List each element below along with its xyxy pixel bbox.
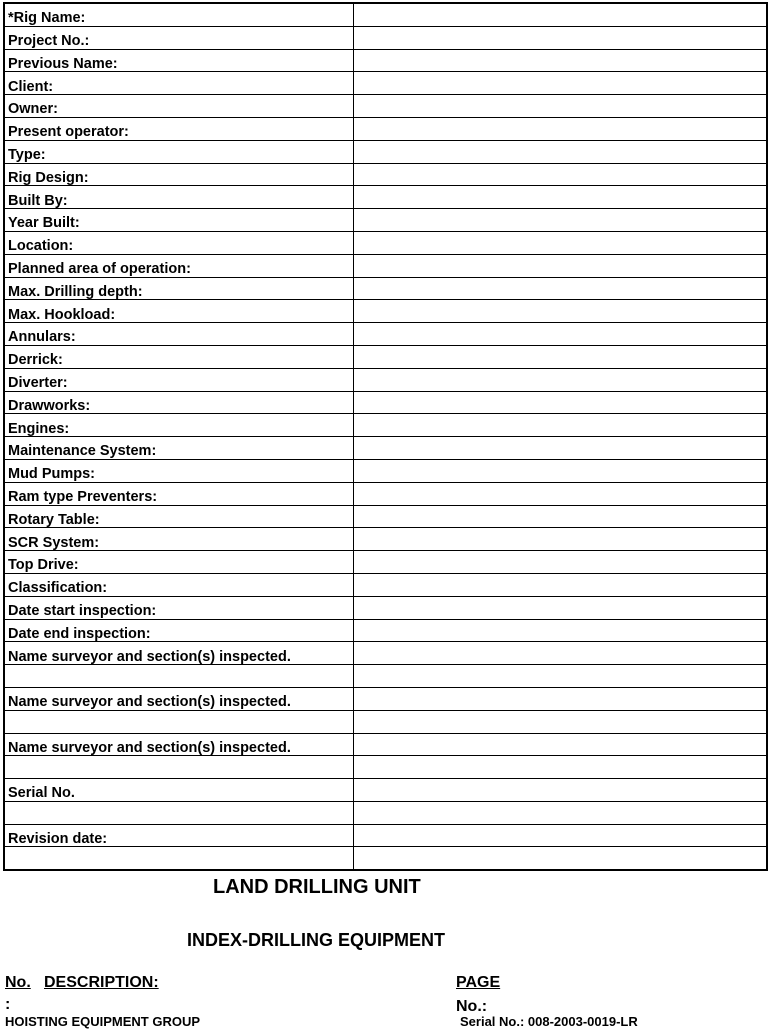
form-field-label: Mud Pumps: [4,459,353,482]
form-field-label: Date end inspection: [4,619,353,642]
form-field-label: Diverter: [4,368,353,391]
form-field-value[interactable] [353,163,767,186]
form-field-value[interactable] [353,596,767,619]
form-field-label: Year Built: [4,209,353,232]
form-field-value[interactable] [353,779,767,802]
form-field-value[interactable] [353,209,767,232]
form-row [4,140,767,163]
form-field-label: Type: [4,140,353,163]
form-field-label: Name surveyor and section(s) inspected. [4,642,353,665]
form-field-value[interactable] [353,254,767,277]
form-row [4,847,767,870]
form-row [4,482,767,505]
form-field-value[interactable] [353,140,767,163]
form-field-label: Rig Design: [4,163,353,186]
form-field-label [4,801,353,824]
form-row [4,26,767,49]
document-title: LAND DRILLING UNIT [213,876,421,898]
form-field-value[interactable] [353,573,767,596]
form-field-label [4,756,353,779]
index-subtitle: INDEX-DRILLING EQUIPMENT [187,930,446,950]
form-field-label: Built By: [4,186,353,209]
form-field-label: Max. Drilling depth: [4,277,353,300]
form-row [4,95,767,118]
form-field-label: *Rig Name: [4,3,353,26]
form-field-value[interactable] [353,619,767,642]
form-row [4,117,767,140]
form-row [4,49,767,72]
form-field-label: Engines: [4,414,353,437]
form-row [4,528,767,551]
form-row [4,687,767,710]
form-field-label: Present operator: [4,117,353,140]
form-field-value[interactable] [353,95,767,118]
form-row [4,163,767,186]
form-field-value[interactable] [353,345,767,368]
form-field-label [4,665,353,688]
form-row [4,437,767,460]
form-field-label: SCR System: [4,528,353,551]
form-field-value[interactable] [353,186,767,209]
form-field-label: Previous Name: [4,49,353,72]
form-field-label: Owner: [4,95,353,118]
form-field-value[interactable] [353,665,767,688]
form-field-value[interactable] [353,26,767,49]
form-field-value[interactable] [353,323,767,346]
index-column-page-no: No.: [456,998,488,1015]
form-row [4,3,767,26]
form-field-label: Maintenance System: [4,437,353,460]
form-row [4,345,767,368]
form-field-value[interactable] [353,687,767,710]
form-field-value[interactable] [353,3,767,26]
form-field-value[interactable] [353,368,767,391]
form-field-value[interactable] [353,414,767,437]
form-field-value[interactable] [353,49,767,72]
form-row [4,254,767,277]
form-field-value[interactable] [353,437,767,460]
index-column-no: No. [5,974,31,991]
form-row [4,733,767,756]
form-row [4,824,767,847]
form-row [4,710,767,733]
form-row [4,209,767,232]
form-field-label: Max. Hookload: [4,300,353,323]
rig-info-form [3,2,768,871]
form-row [4,186,767,209]
form-field-label: Ram type Preventers: [4,482,353,505]
form-row [4,642,767,665]
form-field-label: Revision date: [4,824,353,847]
group-label: HOISTING EQUIPMENT GROUP [5,1014,201,1029]
form-field-value[interactable] [353,231,767,254]
form-row [4,323,767,346]
form-field-value[interactable] [353,72,767,95]
form-row [4,231,767,254]
form-row [4,300,767,323]
index-column-description: DESCRIPTION: [44,974,159,991]
form-field-label [4,710,353,733]
serial-number: Serial No.: 008-2003-0019-LR [460,1014,638,1029]
form-field-label: Serial No. [4,779,353,802]
form-field-label: Date start inspection: [4,596,353,619]
index-no-colon: : [5,996,11,1013]
index-column-page: PAGE [456,974,501,991]
form-field-value[interactable] [353,117,767,140]
form-row [4,573,767,596]
form-field-value[interactable] [353,551,767,574]
form-row [4,505,767,528]
form-field-value[interactable] [353,391,767,414]
form-field-value[interactable] [353,847,767,870]
form-field-label: Annulars: [4,323,353,346]
form-field-label [4,847,353,870]
form-field-value[interactable] [353,733,767,756]
form-row [4,801,767,824]
form-row [4,72,767,95]
form-field-label: Drawworks: [4,391,353,414]
form-row [4,756,767,779]
form-field-value[interactable] [353,459,767,482]
form-field-value[interactable] [353,756,767,779]
form-field-value[interactable] [353,482,767,505]
form-field-label: Location: [4,231,353,254]
form-row [4,368,767,391]
form-field-value[interactable] [353,642,767,665]
form-field-label: Derrick: [4,345,353,368]
form-field-value[interactable] [353,300,767,323]
form-row [4,459,767,482]
form-row [4,665,767,688]
form-row [4,414,767,437]
rig-info-form-body [4,3,767,870]
form-field-value[interactable] [353,710,767,733]
form-row [4,391,767,414]
form-field-value[interactable] [353,824,767,847]
form-field-label: Planned area of operation: [4,254,353,277]
form-field-value[interactable] [353,801,767,824]
form-field-label: Name surveyor and section(s) inspected. [4,687,353,710]
form-row [4,619,767,642]
form-field-label: Name surveyor and section(s) inspected. [4,733,353,756]
form-row [4,596,767,619]
form-field-label: Project No.: [4,26,353,49]
form-row [4,551,767,574]
form-field-label: Classification: [4,573,353,596]
form-field-label: Top Drive: [4,551,353,574]
form-field-value[interactable] [353,505,767,528]
form-field-value[interactable] [353,277,767,300]
form-row [4,779,767,802]
form-row [4,277,767,300]
form-field-label: Client: [4,72,353,95]
form-field-value[interactable] [353,528,767,551]
form-field-label: Rotary Table: [4,505,353,528]
